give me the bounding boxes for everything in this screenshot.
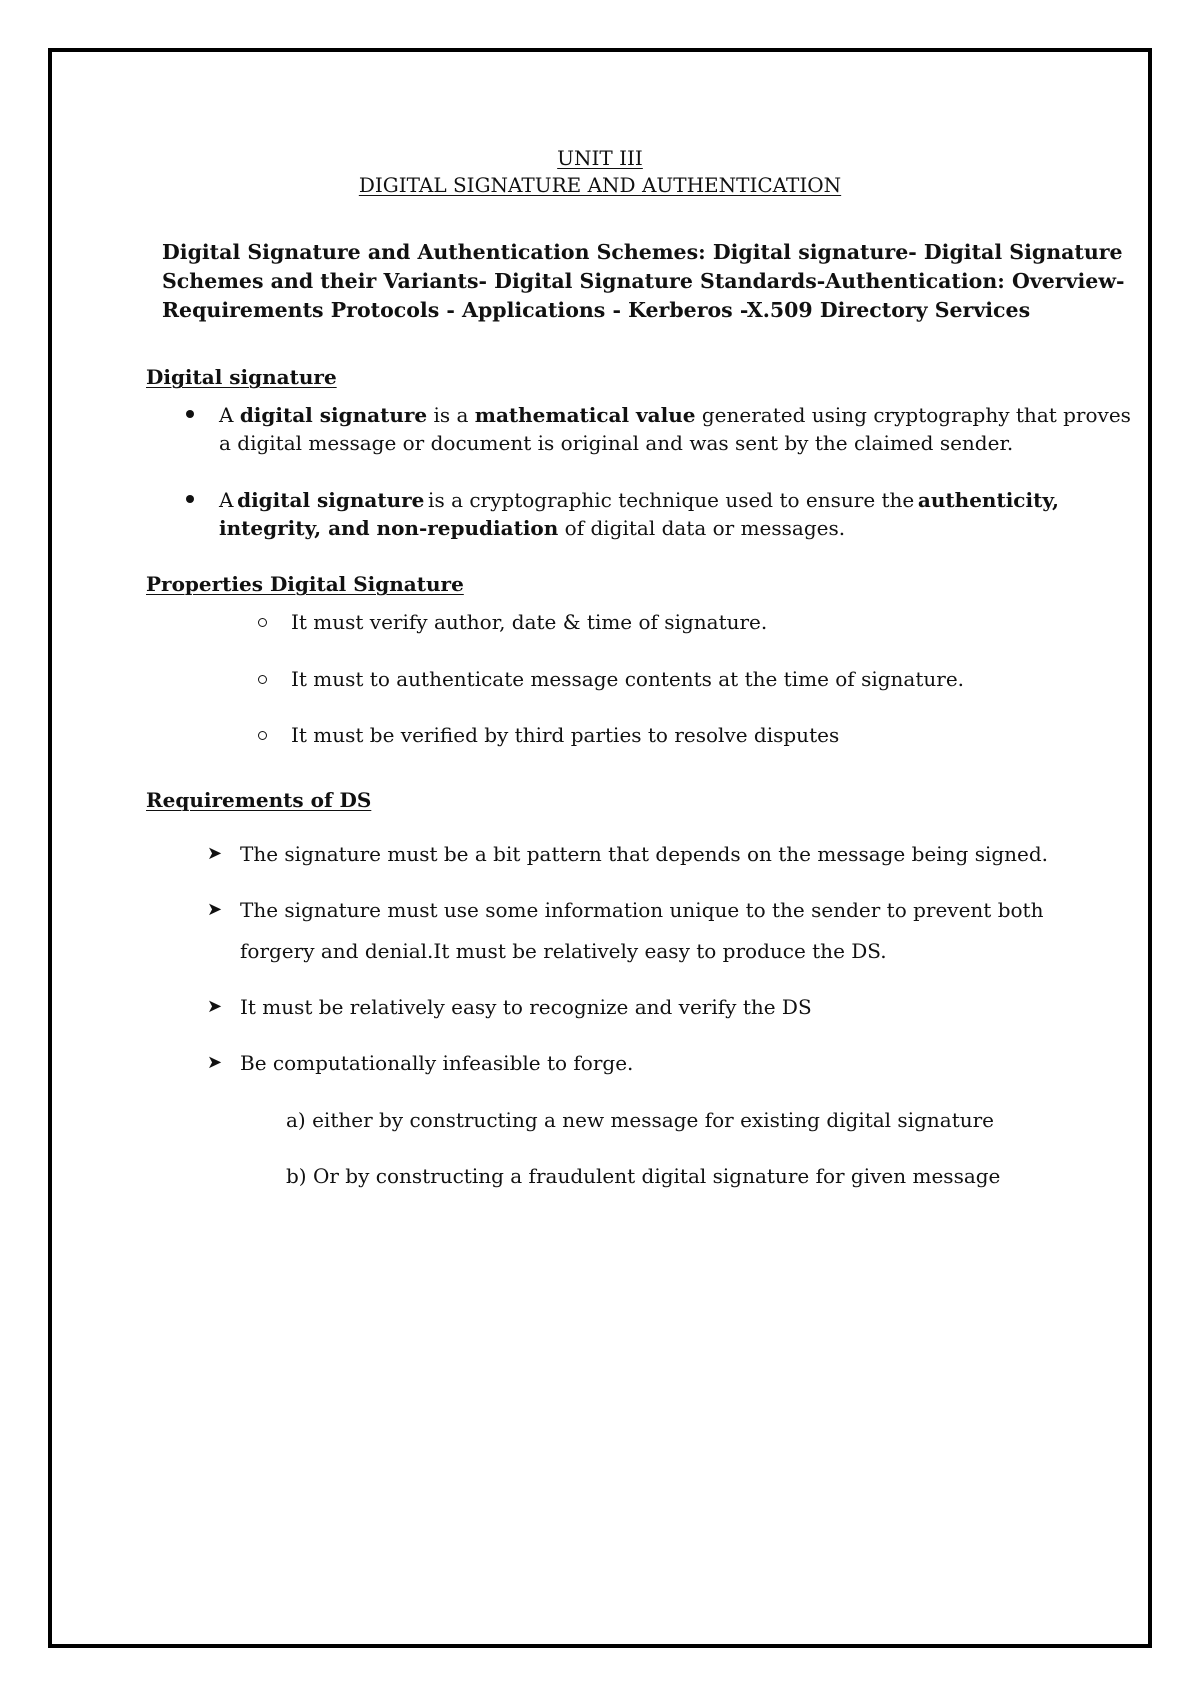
ds-bullet1-line2: a digital message or document is original and was sent by the claimed sender.: [219, 431, 1014, 455]
requirement-subitem-b: b) Or by constructing a fraudulent digital signature for given message: [286, 1164, 1001, 1188]
circle-bullet-icon: [258, 675, 267, 684]
syllabus-line-2: Schemes and their Variants- Digital Signature Standards-Authentication: Overview-: [162, 269, 1125, 293]
ds-bullet2-line2: integrity, and non-repudiation of digital data or messages.: [219, 516, 846, 540]
property-item-2: It must to authenticate message contents at the time of signature.: [291, 667, 965, 691]
heading-properties: Properties Digital Signature: [146, 572, 464, 596]
heading-requirements: Requirements of DS: [146, 788, 372, 812]
syllabus-line-3: Requirements Protocols - Applications - Kerberos -X.509 Directory Services: [162, 298, 1031, 322]
requirement-subitem-a: a) either by constructing a new message for existing digital signature: [286, 1108, 995, 1132]
ds-bullet2-line1: A digital signature is a cryptographic technique used to ensure the authenticity,: [219, 488, 1059, 512]
arrow-bullet-icon: ➤: [207, 843, 223, 864]
unit-heading: UNIT III: [557, 146, 643, 170]
arrow-bullet-icon: ➤: [207, 1052, 223, 1073]
arrow-bullet-icon: ➤: [207, 899, 223, 920]
bullet-icon: [186, 410, 194, 418]
circle-bullet-icon: [258, 618, 267, 627]
arrow-bullet-icon: ➤: [207, 996, 223, 1017]
requirement-item-2-line1: The signature must use some information unique to the sender to prevent both: [240, 898, 1044, 922]
document-title: DIGITAL SIGNATURE AND AUTHENTICATION: [358, 173, 842, 197]
requirement-item-4: Be computationally infeasible to forge.: [240, 1051, 634, 1075]
bullet-icon: [186, 495, 194, 503]
property-item-1: It must verify author, date & time of signature.: [291, 610, 768, 634]
syllabus-line-1: Digital Signature and Authentication Schemes: Digital signature- Digital Signature: [162, 240, 1123, 264]
property-item-3: It must be verified by third parties to resolve disputes: [291, 723, 840, 747]
requirement-item-1: The signature must be a bit pattern that depends on the message being signed.: [240, 842, 1049, 866]
ds-bullet1-line1: A digital signature is a mathematical value generated using cryptography that proves: [219, 403, 1131, 427]
heading-digital-signature: Digital signature: [146, 365, 337, 389]
requirement-item-2-line2: forgery and denial.It must be relatively easy to produce the DS.: [240, 939, 887, 963]
requirement-item-3: It must be relatively easy to recognize and verify the DS: [240, 995, 812, 1019]
circle-bullet-icon: [258, 731, 267, 740]
